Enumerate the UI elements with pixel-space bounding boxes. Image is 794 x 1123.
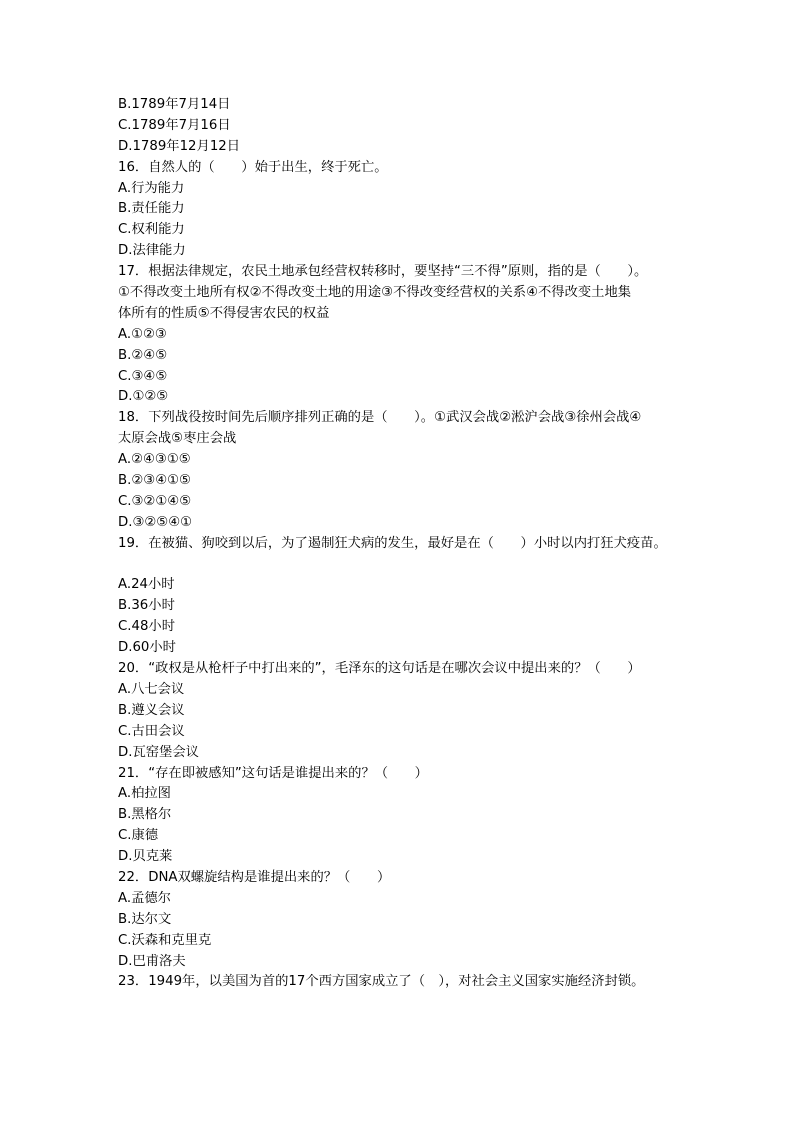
- question-16: 16．自然人的（ ）始于出生，终于死亡。: [118, 159, 388, 175]
- option-b: B.1789年7月14日: [118, 97, 231, 112]
- option-a: A.柏拉图: [118, 786, 171, 802]
- option-a: A.行为能力: [118, 180, 185, 196]
- question-17-continued: ①不得改变土地所有权②不得改变土地的用途③不得改变经营权的关系④不得改变土地集: [118, 285, 632, 301]
- option-c: C.沃森和克里克: [118, 932, 212, 948]
- option-d: D.60小时: [118, 640, 176, 656]
- option-d: D.③②⑤④①: [118, 514, 193, 530]
- option-d: D.法律能力: [118, 243, 186, 259]
- option-c: C.康德: [118, 828, 159, 844]
- option-c: C.③②①④⑤: [118, 493, 192, 509]
- option-c: C.③④⑤: [118, 368, 168, 384]
- question-18: 18．下列战役按时间先后顺序排列正确的是（ ）。①武汉会战②淞沪会战③徐州会战④: [118, 410, 642, 426]
- option-b: B.遵义会议: [118, 702, 185, 718]
- blank-line: [118, 555, 688, 576]
- question-17: 17．根据法律规定，农民土地承包经营权转移时，要坚持“三不得”原则，指的是（ ）。: [118, 264, 648, 280]
- option-b: B.达尔文: [118, 911, 172, 927]
- option-a: A.①②③: [118, 326, 167, 342]
- option-b: B.责任能力: [118, 201, 185, 217]
- question-18-continued: 太原会战⑤枣庄会战: [118, 431, 237, 447]
- option-a: A.②④③①⑤: [118, 452, 191, 468]
- question-20: 20．“政权是从枪杆子中打出来的”，毛泽东的这句话是在哪次会议中提出来的？（ ）: [118, 661, 641, 677]
- option-d: D.①②⑤: [118, 389, 169, 405]
- option-b: B.②④⑤: [118, 347, 168, 363]
- option-c: C.48小时: [118, 619, 176, 635]
- option-c: C.古田会议: [118, 723, 185, 739]
- option-a: A.八七会议: [118, 681, 185, 697]
- option-d: D.巴甫洛夫: [118, 953, 186, 969]
- question-22: 22．DNA双螺旋结构是谁提出来的？（ ）: [118, 869, 391, 885]
- option-a: A.24小时: [118, 577, 175, 593]
- option-b: B.黑格尔: [118, 807, 172, 823]
- option-b: B.36小时: [118, 598, 175, 614]
- option-d: D.贝克莱: [118, 849, 173, 865]
- question-23: 23．1949年，以美国为首的17个西方国家成立了（ ），对社会主义国家实施经济封锁。: [118, 974, 645, 990]
- option-b: B.②③④①⑤: [118, 473, 191, 489]
- option-d: D.瓦窑堡会议: [118, 744, 199, 760]
- option-a: A.孟德尔: [118, 890, 171, 906]
- document-page: [118, 95, 688, 993]
- question-21: 21．“存在即被感知”这句话是谁提出来的？（ ）: [118, 765, 428, 781]
- question-17-continued: 体所有的性质⑤不得侵害农民的权益: [118, 305, 330, 321]
- option-d: D.1789年12月12日: [118, 138, 241, 154]
- question-19: 19．在被猫、狗咬到以后，为了遏制狂犬病的发生，最好是在（ ）小时以内打狂犬疫苗。: [118, 535, 667, 551]
- option-c: C.1789年7月16日: [118, 117, 231, 133]
- option-c: C.权利能力: [118, 222, 185, 238]
